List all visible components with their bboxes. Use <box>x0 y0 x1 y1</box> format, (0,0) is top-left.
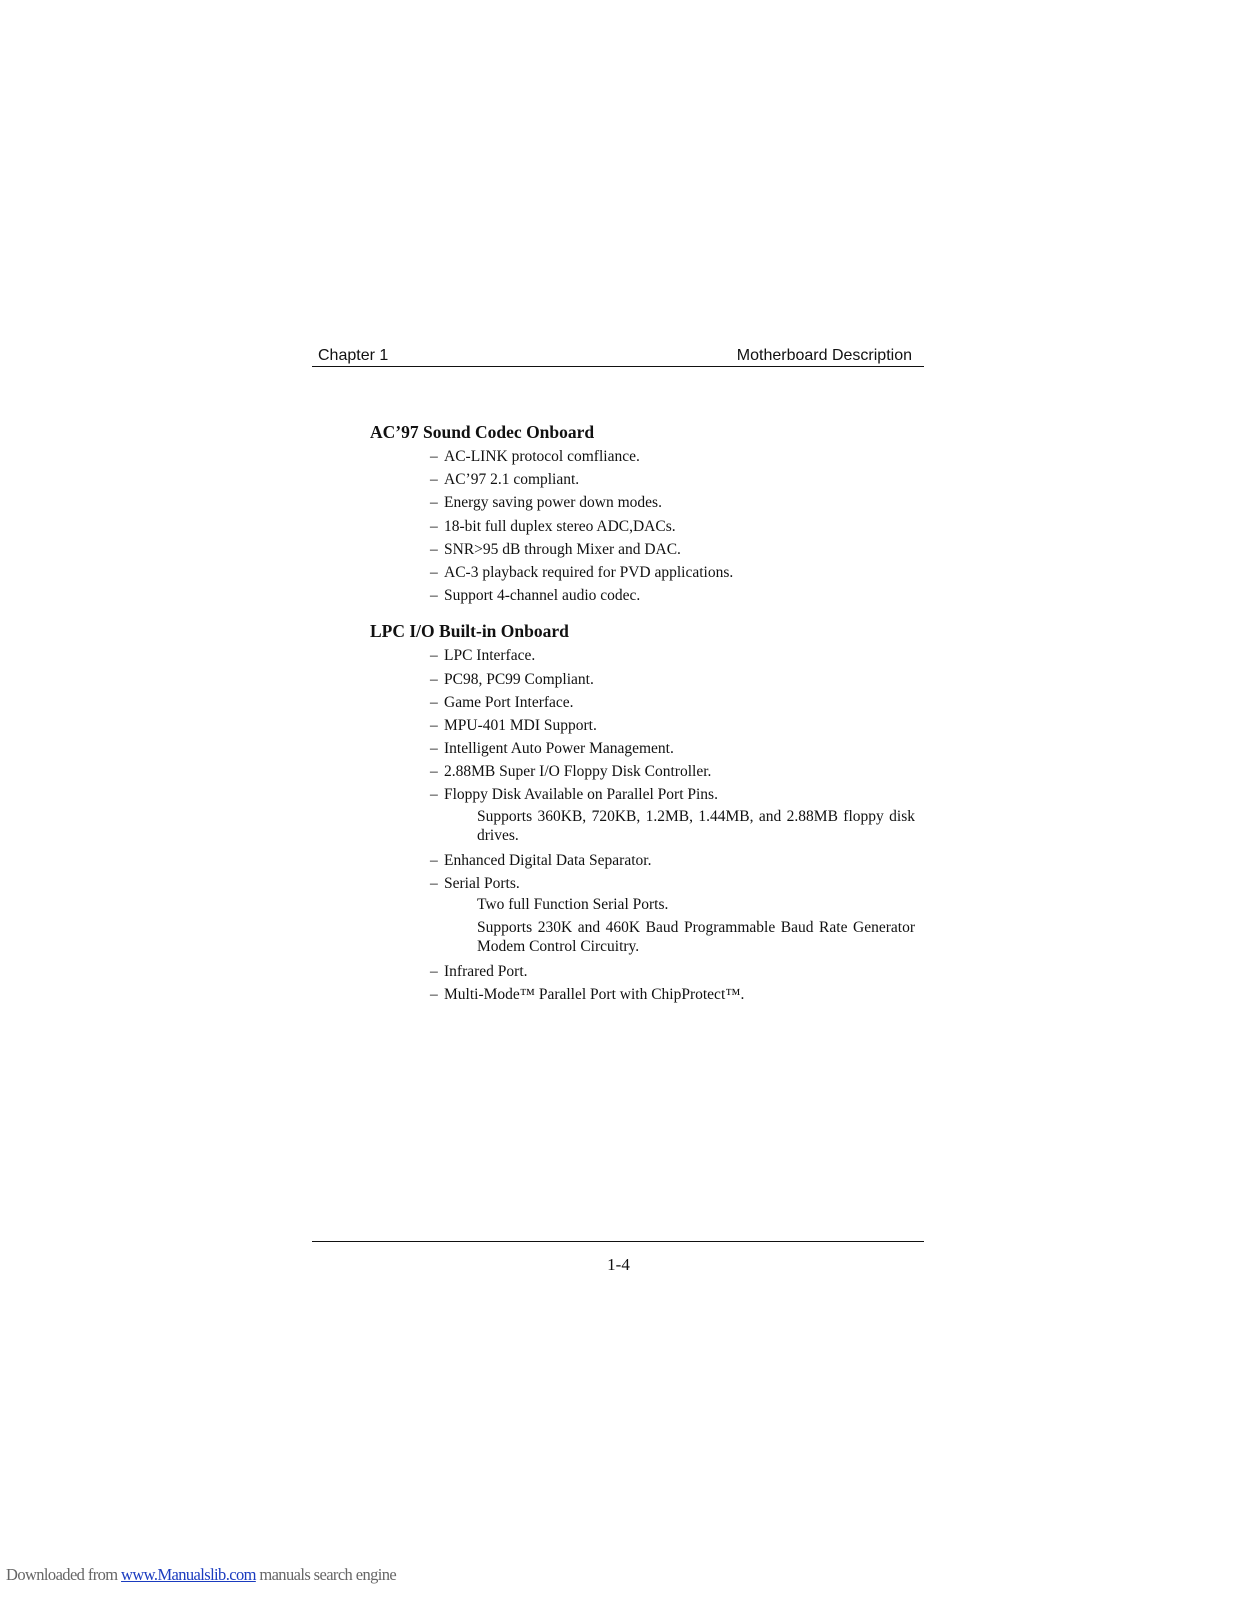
page-number: 1-4 <box>607 1255 630 1274</box>
list-item <box>370 445 920 468</box>
dash-bullet: – <box>430 786 438 804</box>
dash-bullet: – <box>430 985 438 1003</box>
floppy-sub-note: Supports 360KB, 720KB, 1.2MB, 1.44MB, and 2.88MB floppy disk drives. <box>477 807 915 845</box>
page-header <box>312 336 924 367</box>
item-text: AC’97 2.1 compliant. <box>444 471 580 489</box>
list-item <box>370 983 920 1006</box>
list-item <box>370 561 920 584</box>
chapter-title: Motherboard Description <box>736 347 912 364</box>
item-text: PC98, PC99 Compliant. <box>444 670 594 688</box>
item-text: MPU-401 MDI Support. <box>444 716 597 734</box>
item-text: Game Port Interface. <box>444 693 574 711</box>
dash-bullet: – <box>430 962 438 980</box>
item-text: AC-LINK protocol comfliance. <box>444 448 640 465</box>
watermark-suffix: manuals search engine <box>255 1565 397 1584</box>
list-item <box>370 960 920 983</box>
list-item <box>370 872 920 895</box>
list-item <box>370 538 920 561</box>
dash-bullet: – <box>430 471 438 489</box>
item-text: Support 4-channel audio codec. <box>444 587 641 605</box>
dash-bullet: – <box>430 540 438 558</box>
item-text: Intelligent Auto Power Management. <box>444 740 674 758</box>
page-content <box>370 420 920 1006</box>
lpc-io-feature-list-cont <box>370 849 920 895</box>
chapter-label: Chapter 1 <box>318 347 389 364</box>
item-text: SNR>95 dB through Mixer and DAC. <box>444 540 681 558</box>
ac97-feature-list <box>370 445 920 607</box>
serial-sub-note-1: Two full Function Serial Ports. <box>477 896 669 913</box>
item-text: 18-bit full duplex stereo ADC,DACs. <box>444 517 676 535</box>
lpc-io-feature-list-end <box>370 960 920 1006</box>
item-text: AC-3 playback required for PVD applications. <box>444 563 734 581</box>
list-item <box>370 760 920 783</box>
list-item <box>370 644 920 667</box>
dash-bullet: – <box>430 874 438 892</box>
item-text: Energy saving power down modes. <box>444 494 662 512</box>
list-item <box>370 691 920 714</box>
dash-bullet: – <box>430 587 438 605</box>
list-item <box>370 714 920 737</box>
item-text: Enhanced Digital Data Separator. <box>444 851 652 869</box>
footer-divider <box>312 1241 924 1242</box>
dash-bullet: – <box>430 851 438 869</box>
serial-sub-note-2: Supports 230K and 460K Baud Programmable Baud Rate Generator Modem Control Circuitry. <box>477 918 915 955</box>
item-text: Infrared Port. <box>444 962 528 980</box>
item-text: Multi-Mode™ Parallel Port with ChipProtect™. <box>444 985 745 1003</box>
list-item <box>370 515 920 538</box>
manualslib-link[interactable]: www.Manualslib.com <box>121 1565 256 1584</box>
dash-bullet: – <box>430 763 438 781</box>
list-item <box>370 783 920 806</box>
item-text: Serial Ports. <box>444 874 520 892</box>
list-item <box>370 468 920 491</box>
section-title-lpc-io: LPC I/O Built-in Onboard <box>370 621 569 642</box>
watermark-prefix: Downloaded from <box>6 1565 122 1584</box>
item-text: 2.88MB Super I/O Floppy Disk Controller. <box>444 763 712 781</box>
dash-bullet: – <box>430 647 438 665</box>
item-text: Floppy Disk Available on Parallel Port Pins. <box>444 786 718 804</box>
list-item <box>370 849 920 872</box>
dash-bullet: – <box>430 517 438 535</box>
list-item <box>370 584 920 607</box>
lpc-io-feature-list <box>370 644 920 806</box>
item-text: LPC Interface. <box>444 647 536 665</box>
dash-bullet: – <box>430 740 438 758</box>
dash-bullet: – <box>430 494 438 512</box>
list-item <box>370 668 920 691</box>
section-title-ac97: AC’97 Sound Codec Onboard <box>370 422 595 442</box>
list-item <box>370 737 920 760</box>
dash-bullet: – <box>430 693 438 711</box>
download-watermark <box>6 1565 396 1585</box>
dash-bullet: – <box>430 448 438 465</box>
dash-bullet: – <box>430 716 438 734</box>
dash-bullet: – <box>430 563 438 581</box>
dash-bullet: – <box>430 670 438 688</box>
list-item <box>370 491 920 514</box>
